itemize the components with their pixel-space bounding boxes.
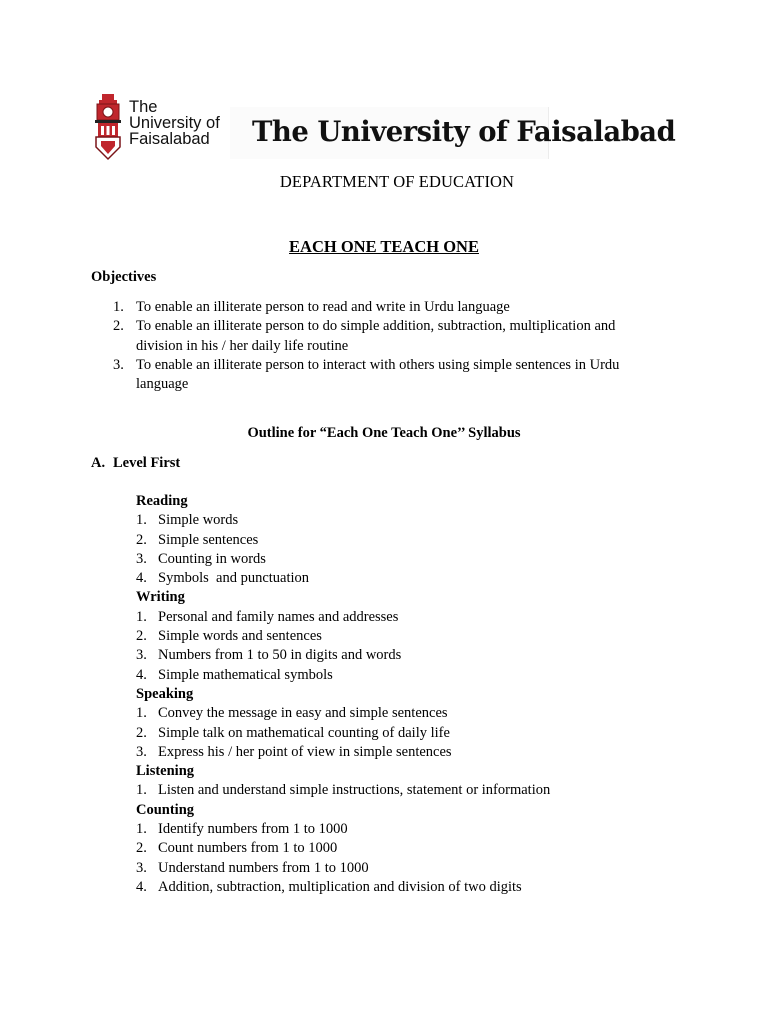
item-number: 1. — [136, 821, 147, 838]
section-heading-counting: Counting — [136, 801, 195, 818]
item-number: 3. — [136, 743, 147, 760]
list-item — [136, 511, 696, 530]
item-number: 4. — [136, 666, 147, 683]
item-number: 4. — [136, 878, 147, 895]
item-text: Symbols and punctuation — [158, 570, 310, 587]
outline-heading: Outline for “Each One Teach One’’ Syllabus — [247, 425, 521, 441]
university-wordmark: The University of Faisalabad — [252, 115, 676, 148]
objective-number: 2. — [113, 318, 124, 335]
list-item — [136, 531, 696, 550]
logo-line-2: University of — [129, 114, 220, 132]
department-heading: DEPARTMENT OF EDUCATION — [279, 172, 515, 191]
logo-line-1: The — [129, 98, 158, 116]
objective-number: 3. — [113, 356, 124, 373]
objective-number: 1. — [113, 299, 124, 315]
item-text: Personal and family names and addresses — [158, 608, 399, 625]
level-heading — [91, 455, 180, 472]
list-item — [136, 627, 696, 646]
list-item — [136, 743, 696, 762]
item-text: Simple sentences — [158, 531, 259, 548]
reading-list — [136, 511, 696, 588]
section-heading-reading: Reading — [136, 493, 188, 509]
listening-list — [136, 781, 696, 800]
item-text: Simple mathematical symbols — [158, 666, 333, 683]
section-heading-listening: Listening — [136, 763, 195, 780]
level-title: Level First — [113, 455, 181, 471]
item-text: Simple talk on mathematical counting of daily life — [158, 724, 450, 741]
syllabus-sections — [136, 492, 696, 897]
item-text: Addition, subtraction, multiplication and division of two digits — [158, 878, 522, 895]
section-heading-writing: Writing — [136, 589, 185, 606]
objective-item — [113, 298, 653, 317]
objective-text: To enable an illiterate person to read and write in Urdu language — [136, 299, 510, 315]
list-item — [136, 724, 696, 743]
item-number: 2. — [136, 628, 147, 645]
item-number: 1. — [136, 782, 147, 799]
list-item — [136, 666, 696, 685]
page-title: EACH ONE TEACH ONE — [289, 237, 479, 256]
objective-item — [113, 317, 653, 356]
item-text: Identify numbers from 1 to 1000 — [158, 821, 348, 838]
item-text: Count numbers from 1 to 1000 — [158, 840, 338, 857]
objective-text: To enable an illiterate person to do simple addition, subtraction, multiplication and division in his / her daily life routine — [136, 318, 616, 354]
objectives-heading: Objectives — [91, 269, 157, 285]
list-item — [136, 859, 696, 878]
item-text: Numbers from 1 to 50 in digits and words — [158, 647, 402, 664]
objective-text: To enable an illiterate person to interact with others using simple sentences in Urdu language — [136, 356, 620, 393]
counting-list — [136, 820, 696, 897]
item-text: Understand numbers from 1 to 1000 — [158, 859, 369, 876]
list-item — [136, 704, 696, 723]
list-item — [136, 550, 696, 569]
section-heading-speaking: Speaking — [136, 685, 194, 702]
item-number: 1. — [136, 608, 147, 625]
list-item — [136, 839, 696, 858]
list-item — [136, 781, 696, 800]
logo-line-3: Faisalabad — [129, 130, 210, 148]
item-text: Express his / her point of view in simple sentences — [158, 743, 452, 760]
item-number: 2. — [136, 724, 147, 741]
objectives-list — [113, 298, 653, 394]
item-text: Convey the message in easy and simple sentences — [158, 705, 448, 722]
item-number: 3. — [136, 859, 147, 876]
clock-tower-emblem-icon — [93, 93, 123, 161]
university-wordmark-banner — [230, 107, 676, 159]
item-number: 3. — [136, 550, 147, 567]
item-number: 3. — [136, 647, 147, 664]
list-item — [136, 646, 696, 665]
list-item — [136, 608, 696, 627]
level-letter: A. — [91, 455, 106, 471]
list-item — [136, 569, 696, 588]
university-logo — [93, 93, 228, 161]
item-number: 2. — [136, 531, 147, 548]
logo-small-text — [129, 99, 220, 147]
item-text: Simple words — [158, 512, 239, 529]
list-item — [136, 878, 696, 897]
item-text: Listen and understand simple instructions, statement or information — [158, 782, 551, 799]
item-number: 4. — [136, 570, 147, 587]
item-number: 2. — [136, 840, 147, 857]
item-number: 1. — [136, 705, 147, 722]
list-item — [136, 820, 696, 839]
item-number: 1. — [136, 512, 147, 529]
writing-list — [136, 608, 696, 685]
item-text: Simple words and sentences — [158, 628, 322, 645]
objective-item — [113, 356, 653, 395]
item-text: Counting in words — [158, 550, 266, 567]
speaking-list — [136, 704, 696, 762]
